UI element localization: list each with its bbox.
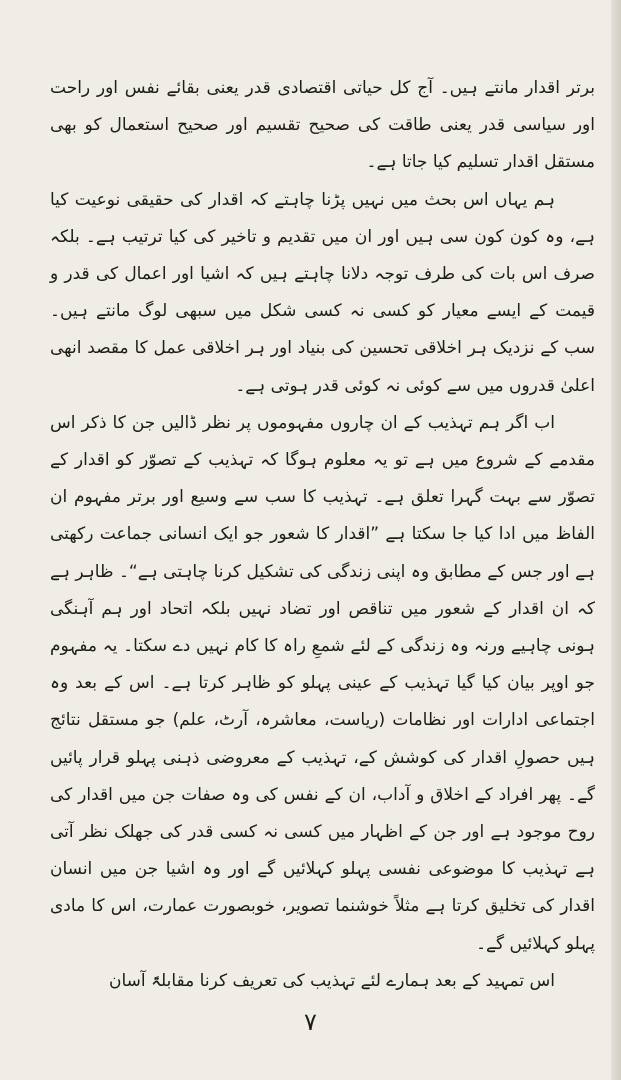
paragraph-1: برتر اقدار مانتے ہیں۔ آج کل حیاتی اقتصادی قدر یعنی بقائے نفس اور راحت اور سیاسی قدر یعنی طاقت کی صحیح تقسیم اور صحیح استعمال کو بھی مستقل اقدار تسلیم کیا جاتا ہے۔ xyxy=(50,78,595,173)
page-number: ۷ xyxy=(304,1008,317,1036)
paragraph-3: اب اگر ہم تہذیب کے ان چاروں مفہوموں پر نظر ڈالیں جن کا ذکر اس مقدمے کے شروع میں ہے تو یہ معلوم ہوگا کہ تہذیب کے تصوّر کو اقدار کے تصوّر سے بہت گہرا تعلق ہے۔ تہذیب کا سب سے وسیع اور برتر مفہوم ان الفاظ میں ادا کیا جا سکتا ہے ”اقدار کا شعور جو ایک انسانی جماعت رکھتی ہے اور جس کے مطابق وہ اپنی زندگی کی تشکیل کرنا چاہتی ہے“۔ ظاہر ہے کہ ان اقدار کے شعور میں تناقص اور تضاد نہیں بلکہ اتحاد اور ہم آہنگی ہونی چاہیے ورنہ وہ زندگی کے لئے شمعِ راہ کا کام نہیں دے سکتا۔ یہ مفہوم جو اوپر بیان کیا گیا تہذیب کے عینی پہلو کو ظاہر کرتا ہے۔ اس کے بعد وہ اجتماعی ادارات اور نظامات (ریاست، معاشرہ، آرٹ، علم) جو مستقل نتائج ہیں حصولِ اقدار کی کوشش کے، تہذیب کے معروضی ذہنی پہلو قرار پائیں گے۔ پھر افراد کے اخلاق و آداب، ان کے نفس کی وہ صفات جن میں اقدار کی روح موجود ہے اور جن کے اظہار میں کسی نہ کسی قدر کی جھلک نظر آتی ہے تہذیب کا موضوعی نفسی پہلو کہلائیں گے اور وہ اشیا جن میں انسان اقدار کی تخلیق کرتا ہے مثلاً خوشنما تصویر، خوبصورت عمارت، اس کا مادی پہلو کہلائیں گے۔ xyxy=(50,412,595,954)
paragraph-2: ہم یہاں اس بحث میں نہیں پڑنا چاہتے کہ اقدار کی حقیقی نوعیت کیا ہے، وہ کون کون سی ہیں اور ان میں تقدیم و تاخیر کی کیا ترتیب ہے۔ بلکہ صرف اس بات کی طرف توجہ دلانا چاہتے ہیں کہ اشیا اور اعمال کی قدر و قیمت کے ایسے معیار کو کسی نہ کسی شکل میں سبھی لوگ مانتے ہیں۔ سب کے نزدیک ہر اخلاقی تحسین کی بنیاد اور ہر اخلاقی عمل کا مقصد انھی اعلیٰ قدروں میں سے کوئی نہ کوئی قدر ہوتی ہے۔ xyxy=(50,189,595,396)
page-edge-shadow xyxy=(611,0,621,1080)
paragraph-4: اس تمہید کے بعد ہمارے لئے تہذیب کی تعریف کرنا مقابلۃً آسان xyxy=(109,970,555,991)
body-text xyxy=(50,70,595,1000)
